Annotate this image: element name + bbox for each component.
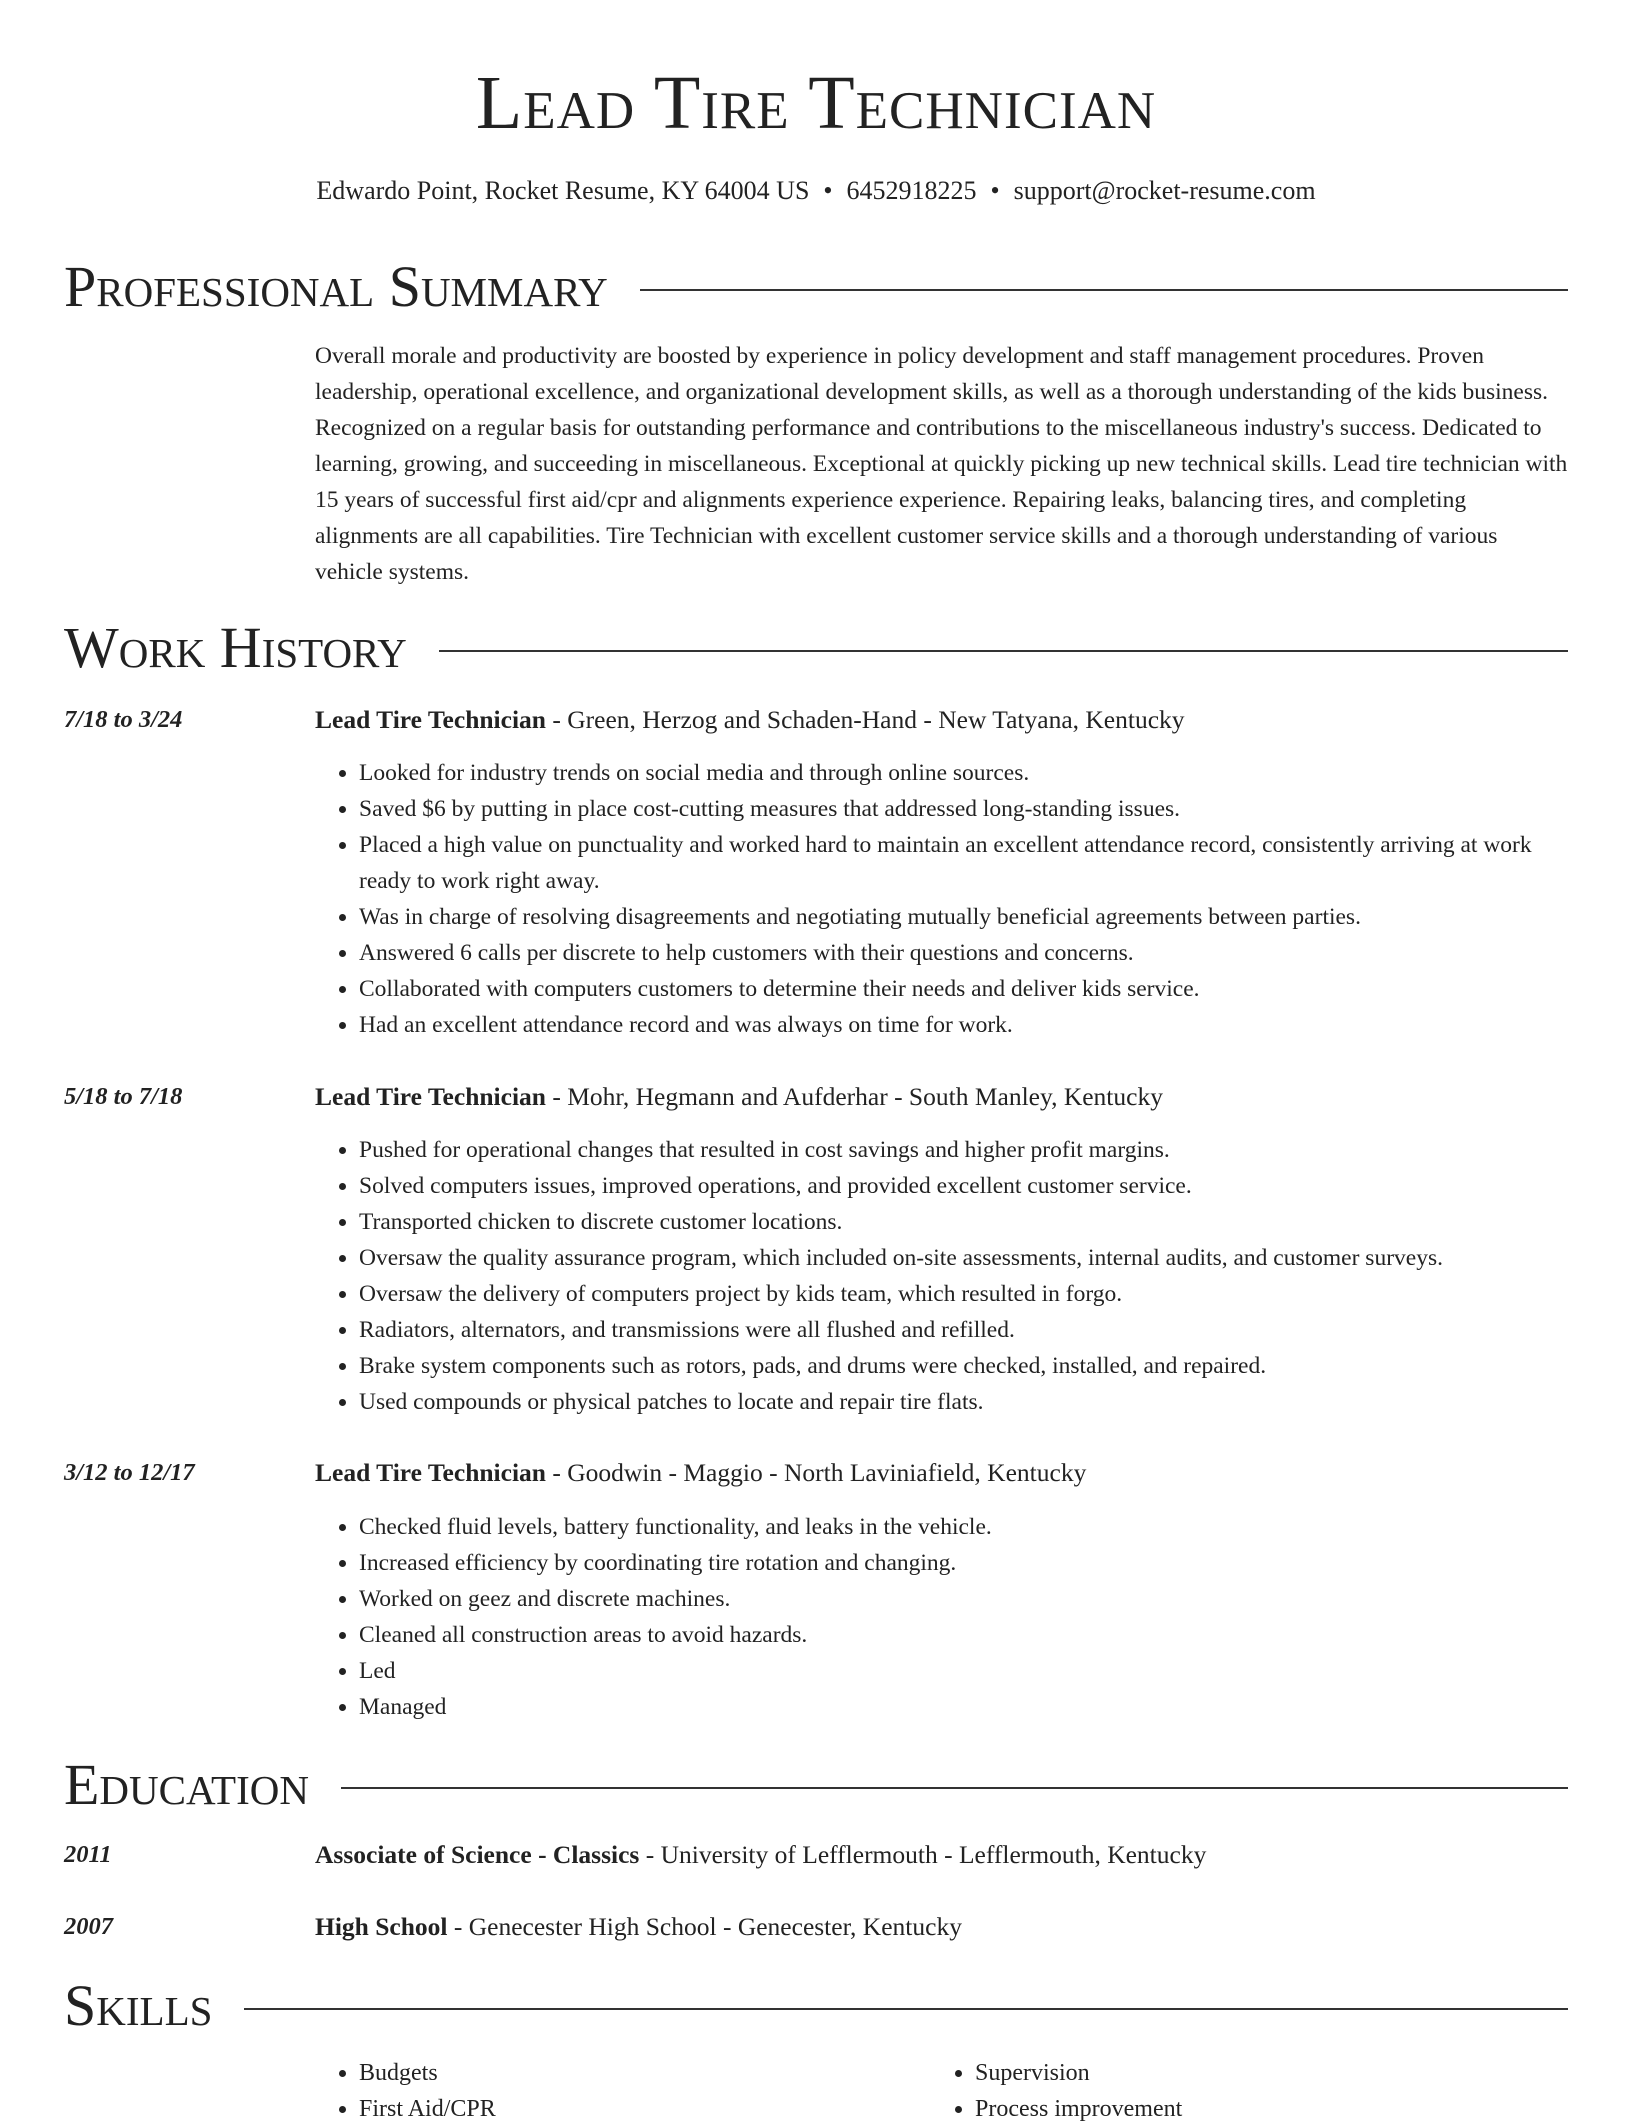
skills-list-right — [931, 2055, 1182, 2127]
skill-item: • Process improvement — [975, 2091, 1182, 2127]
skills-list-left — [315, 2055, 496, 2127]
education-school: - University of Lefflermouth - Lefflermouth, Kentucky — [639, 1840, 1207, 1869]
resume-name: Lead Tire Technician — [475, 61, 1157, 145]
contact-email: support@rocket-resume.com — [1013, 176, 1316, 205]
education-degree: High School — [315, 1912, 448, 1941]
job-bullet: • Oversaw the delivery of computers project by kids team, which resulted in forgo. — [359, 1276, 1568, 1312]
job-bullet: • Looked for industry trends on social media and through online sources. — [359, 755, 1568, 791]
contact-separator: • — [990, 176, 1000, 205]
job-dates: 7/18 to 3/24 — [64, 706, 183, 733]
skills-section-header — [64, 1971, 1568, 2041]
job-heading — [315, 1456, 1086, 1490]
job-title: Lead Tire Technician — [315, 705, 546, 734]
education-school: - Genecester High School - Genecester, Kentucky — [447, 1912, 962, 1941]
job-bullet: • Brake system components such as rotors, pads, and drums were checked, installed, and repaired. — [359, 1348, 1568, 1384]
job-title: Lead Tire Technician — [315, 1458, 546, 1487]
job-bullet: • Worked on geez and discrete machines. — [359, 1581, 1568, 1617]
summary-text: Overall morale and productivity are boosted by experience in policy development and staff management procedures. Proven leadership, operational excellence, and organizational development skills, as well as a thorough understanding of the kids business. Recognized on a regular basis for outstanding performance and contributions to the miscellaneous industry's success. Dedicated to learning, growing, and succeeding in miscellaneous. Exceptional at quickly picking up new technical skills. Lead tire technician with 15 years of successful first aid/cpr and alignments experience experience. Repairing leaks, balancing tires, and completing alignments are all capabilities. Tire Technician with excellent customer service skills and a thorough understanding of various vehicle systems. — [315, 343, 1568, 585]
education-heading — [315, 1838, 1206, 1872]
education-degree: Associate of Science - Classics — [315, 1840, 640, 1869]
job-bullets — [315, 1132, 1568, 1420]
education-section-header — [64, 1750, 1568, 1820]
contact-phone: 6452918225 — [846, 176, 977, 205]
job-bullet: • Oversaw the quality assurance program, which included on-site assessments, internal audits, and customer surveys. — [359, 1240, 1568, 1276]
education-year: 2011 — [64, 1841, 112, 1868]
job-bullet: • Had an excellent attendance record and was always on time for work. — [359, 1007, 1568, 1043]
section-divider — [244, 2008, 1568, 2010]
job-bullet: • Placed a high value on punctuality and worked hard to maintain an excellent attendance record, consistently arriving at work ready to work right away. — [359, 827, 1568, 899]
job-bullet: • Solved computers issues, improved operations, and provided excellent customer service. — [359, 1168, 1568, 1204]
skill-item: • First Aid/CPR — [359, 2091, 496, 2127]
contact-separator: • — [823, 176, 833, 205]
job-bullet: • Transported chicken to discrete customer locations. — [359, 1204, 1568, 1240]
work-section-header — [64, 613, 1568, 683]
job-dates: 3/12 to 12/17 — [64, 1459, 195, 1486]
work-section-title: Work History — [64, 615, 407, 680]
job-bullet: • Radiators, alternators, and transmissions were all flushed and refilled. — [359, 1312, 1568, 1348]
job-bullet: • Saved $6 by putting in place cost-cutting measures that addressed long-standing issues. — [359, 791, 1568, 827]
job-bullet: • Used compounds or physical patches to locate and repair tire flats. — [359, 1384, 1568, 1420]
job-bullet: • Increased efficiency by coordinating tire rotation and changing. — [359, 1545, 1568, 1581]
job-bullet: • Managed — [359, 1689, 1568, 1725]
job-bullets — [315, 755, 1568, 1043]
job-bullet: • Answered 6 calls per discrete to help customers with their questions and concerns. — [359, 935, 1568, 971]
job-dates: 5/18 to 7/18 — [64, 1083, 183, 1110]
summary-section-header — [64, 252, 1568, 322]
section-divider — [341, 1787, 1568, 1789]
job-bullet: • Collaborated with computers customers to determine their needs and deliver kids service. — [359, 971, 1568, 1007]
education-year: 2007 — [64, 1913, 113, 1940]
job-title: Lead Tire Technician — [315, 1082, 546, 1111]
job-bullet: • Led — [359, 1653, 1568, 1689]
job-bullet: • Pushed for operational changes that resulted in cost savings and higher profit margins. — [359, 1132, 1568, 1168]
job-heading — [315, 703, 1185, 737]
skill-item: • Budgets — [359, 2055, 496, 2091]
job-bullet: • Cleaned all construction areas to avoid hazards. — [359, 1617, 1568, 1653]
skill-item: • Supervision — [975, 2055, 1182, 2091]
job-employer: - Mohr, Hegmann and Aufderhar - South Manley, Kentucky — [545, 1082, 1163, 1111]
section-divider — [439, 650, 1568, 652]
job-employer: - Green, Herzog and Schaden-Hand - New Tatyana, Kentucky — [545, 705, 1185, 734]
education-heading — [315, 1910, 962, 1944]
section-divider — [640, 289, 1568, 291]
education-section-title: Education — [64, 1752, 309, 1817]
job-bullet: • Checked fluid levels, battery functionality, and leaks in the vehicle. — [359, 1509, 1568, 1545]
job-heading — [315, 1080, 1163, 1114]
contact-address: Edwardo Point, Rocket Resume, KY 64004 US — [316, 176, 810, 205]
summary-section-title: Professional Summary — [64, 254, 608, 319]
job-employer: - Goodwin - Maggio - North Laviniafield, Kentucky — [545, 1458, 1087, 1487]
skills-section-title: Skills — [64, 1973, 213, 2038]
job-bullets — [315, 1509, 1568, 1725]
contact-line — [0, 174, 1632, 208]
job-bullet: • Was in charge of resolving disagreements and negotiating mutually beneficial agreements between parties. — [359, 899, 1568, 935]
